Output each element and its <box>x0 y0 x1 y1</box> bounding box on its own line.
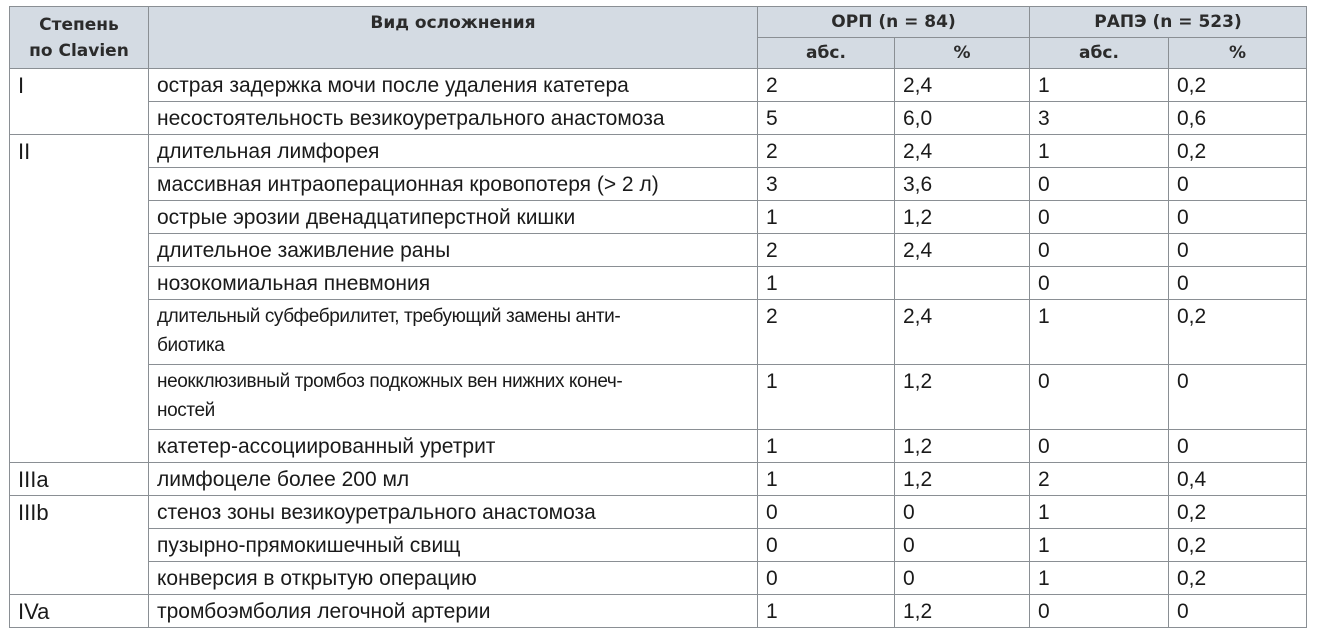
group1-abs-cell: 3 <box>758 168 895 201</box>
group1-pct-cell: 1,2 <box>895 430 1030 463</box>
table-row <box>10 102 1307 135</box>
group1-pct-header: % <box>895 38 1030 69</box>
table-row <box>10 267 1307 300</box>
group2-abs-cell: 1 <box>1030 135 1169 168</box>
complication-cell: длительный субфебрилитет, требующий замены анти- биотика <box>149 300 758 365</box>
table-row <box>10 365 1307 430</box>
group2-abs-cell: 0 <box>1030 595 1169 628</box>
complication-cell: стеноз зоны везикоуретрального анастомоза <box>149 496 758 529</box>
header-row-top <box>10 7 1307 38</box>
group2-pct-cell: 0 <box>1169 201 1307 234</box>
group2-pct-cell: 0,2 <box>1169 562 1307 595</box>
group1-abs-cell: 0 <box>758 496 895 529</box>
group2-pct-cell: 0 <box>1169 595 1307 628</box>
complication-cell: конверсия в открытую операцию <box>149 562 758 595</box>
group1-pct-cell <box>895 267 1030 300</box>
complication-cell: лимфоцеле более 200 мл <box>149 463 758 496</box>
table-row <box>10 463 1307 496</box>
group1-pct-cell: 0 <box>895 496 1030 529</box>
group2-abs-cell: 1 <box>1030 300 1169 365</box>
group2-abs-cell: 0 <box>1030 267 1169 300</box>
group2-abs-cell: 1 <box>1030 69 1169 102</box>
group2-pct-cell: 0 <box>1169 168 1307 201</box>
group2-abs-cell: 0 <box>1030 201 1169 234</box>
table-row <box>10 168 1307 201</box>
group1-abs-cell: 0 <box>758 529 895 562</box>
group2-pct-cell: 0,2 <box>1169 529 1307 562</box>
table-row <box>10 562 1307 595</box>
group1-abs-cell: 1 <box>758 365 895 430</box>
grade-header <box>10 7 149 69</box>
group1-abs-cell: 1 <box>758 463 895 496</box>
table-row <box>10 300 1307 365</box>
table-row <box>10 234 1307 267</box>
table-row <box>10 595 1307 628</box>
group2-pct-cell: 0 <box>1169 365 1307 430</box>
complication-cell: массивная интраоперационная кровопотеря (> 2 л) <box>149 168 758 201</box>
table-row <box>10 529 1307 562</box>
grade-cell: IVa <box>10 595 149 628</box>
table-row <box>10 496 1307 529</box>
group2-pct-cell: 0,2 <box>1169 496 1307 529</box>
complication-cell: катетер-ассоциированный уретрит <box>149 430 758 463</box>
group2-pct-cell: 0 <box>1169 234 1307 267</box>
group1-abs-cell: 5 <box>758 102 895 135</box>
group1-abs-cell: 1 <box>758 201 895 234</box>
table-body <box>10 69 1307 628</box>
group1-pct-cell: 0 <box>895 562 1030 595</box>
complication-cell: длительное заживление раны <box>149 234 758 267</box>
group2-abs-cell: 0 <box>1030 365 1169 430</box>
table-row <box>10 69 1307 102</box>
table-row <box>10 430 1307 463</box>
group2-pct-header: % <box>1169 38 1307 69</box>
complication-cell: нозокомиальная пневмония <box>149 267 758 300</box>
group1-abs-cell: 2 <box>758 135 895 168</box>
group1-abs-cell: 1 <box>758 430 895 463</box>
grade-header-text: Степень по Clavien <box>29 14 129 61</box>
group2-abs-header: абс. <box>1030 38 1169 69</box>
complication-header-text: Вид осложнения <box>370 13 536 33</box>
group2-abs-cell: 0 <box>1030 430 1169 463</box>
group1-pct-cell: 2,4 <box>895 69 1030 102</box>
complication-cell: пузырно-прямокишечный свищ <box>149 529 758 562</box>
complication-cell: неокклюзивный тромбоз подкожных вен нижних конеч- ностей <box>149 365 758 430</box>
group2-pct-cell: 0,2 <box>1169 135 1307 168</box>
group2-abs-cell: 1 <box>1030 562 1169 595</box>
grade-cell: IIIa <box>10 463 149 496</box>
complication-cell: острые эрозии двенадцатиперстной кишки <box>149 201 758 234</box>
group2-pct-cell: 0 <box>1169 430 1307 463</box>
group1-header: ОРП (n = 84) <box>758 7 1030 38</box>
group1-pct-cell: 0 <box>895 529 1030 562</box>
group2-abs-cell: 0 <box>1030 234 1169 267</box>
group2-abs-cell: 2 <box>1030 463 1169 496</box>
group2-abs-cell: 0 <box>1030 168 1169 201</box>
table-row <box>10 135 1307 168</box>
group2-pct-cell: 0,4 <box>1169 463 1307 496</box>
grade-cell: II <box>10 135 149 463</box>
group1-pct-cell: 3,6 <box>895 168 1030 201</box>
group2-pct-cell: 0,6 <box>1169 102 1307 135</box>
complications-table <box>9 6 1307 628</box>
group2-abs-cell: 1 <box>1030 496 1169 529</box>
group2-abs-cell: 3 <box>1030 102 1169 135</box>
group1-abs-cell: 2 <box>758 234 895 267</box>
group2-header: РАПЭ (n = 523) <box>1030 7 1307 38</box>
grade-cell: IIIb <box>10 496 149 595</box>
complication-cell: тромбоэмболия легочной артерии <box>149 595 758 628</box>
group2-pct-cell: 0,2 <box>1169 300 1307 365</box>
group1-pct-cell: 1,2 <box>895 365 1030 430</box>
group1-abs-cell: 1 <box>758 595 895 628</box>
complication-cell: несостоятельность везикоуретрального анастомоза <box>149 102 758 135</box>
complication-header <box>149 7 758 69</box>
group1-abs-cell: 1 <box>758 267 895 300</box>
group1-pct-cell: 1,2 <box>895 201 1030 234</box>
group1-abs-cell: 2 <box>758 300 895 365</box>
group1-pct-cell: 2,4 <box>895 234 1030 267</box>
complication-cell: длительная лимфорея <box>149 135 758 168</box>
group1-pct-cell: 2,4 <box>895 300 1030 365</box>
group1-abs-header: абс. <box>758 38 895 69</box>
group2-pct-cell: 0,2 <box>1169 69 1307 102</box>
group1-abs-cell: 2 <box>758 69 895 102</box>
group1-pct-cell: 1,2 <box>895 463 1030 496</box>
group2-abs-cell: 1 <box>1030 529 1169 562</box>
group2-pct-cell: 0 <box>1169 267 1307 300</box>
group1-abs-cell: 0 <box>758 562 895 595</box>
grade-cell: I <box>10 69 149 135</box>
complication-cell: острая задержка мочи после удаления катетера <box>149 69 758 102</box>
group1-pct-cell: 2,4 <box>895 135 1030 168</box>
table-row <box>10 201 1307 234</box>
group1-pct-cell: 6,0 <box>895 102 1030 135</box>
group1-pct-cell: 1,2 <box>895 595 1030 628</box>
